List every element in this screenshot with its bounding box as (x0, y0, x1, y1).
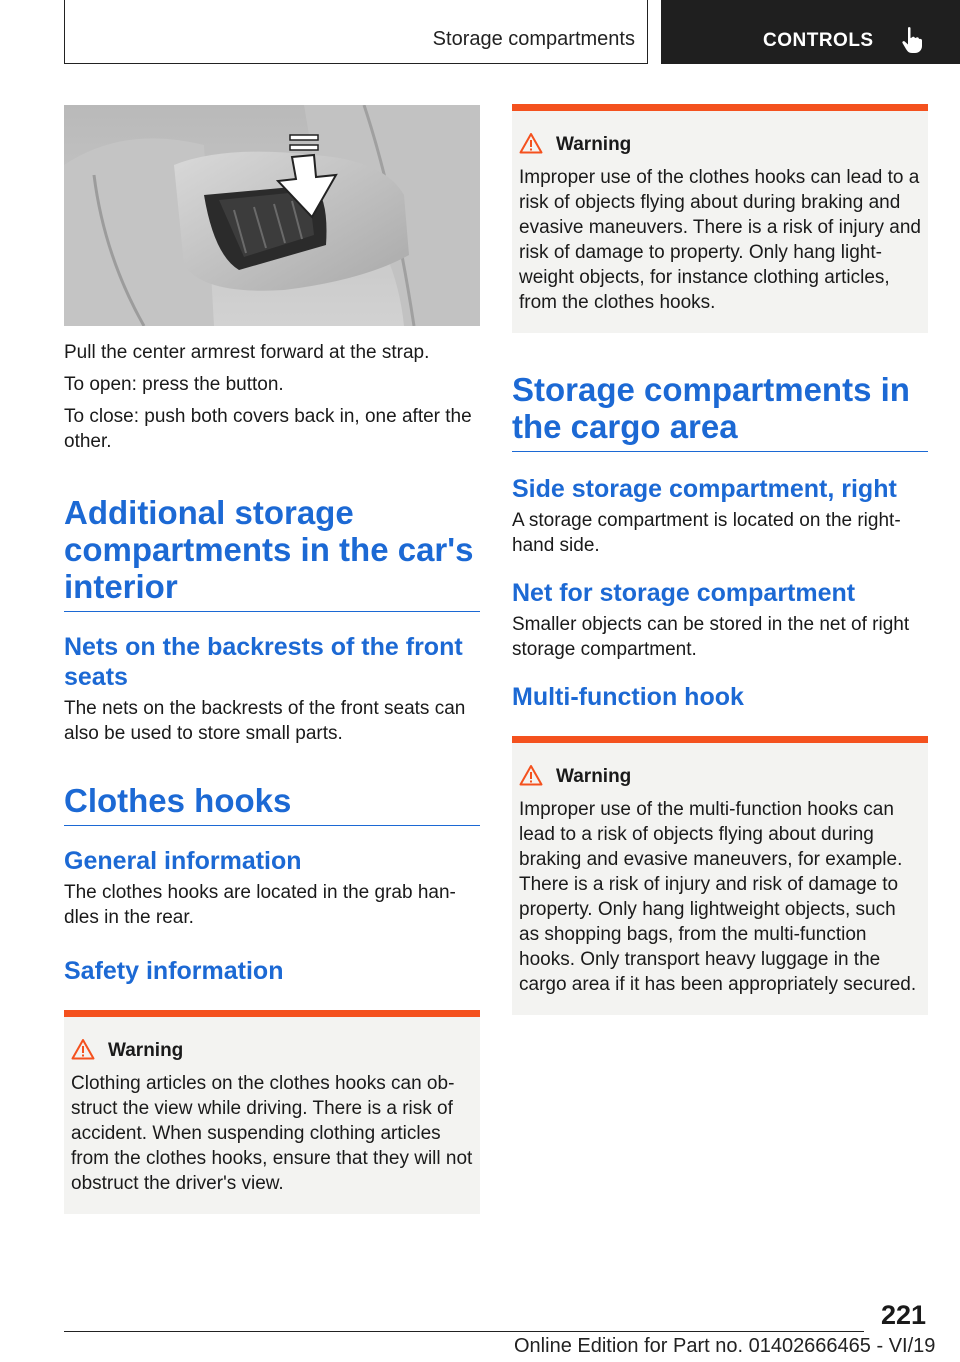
warning-title: Warning (556, 134, 632, 155)
warning-text: Improper use of the multi-function hooks can lead to a risk of objects flying about during braking and evasive maneuvers, for example. There is a risk of injury and risk of damage to property. Only hang lightweight objects, such as shopping bags, from the multi-function hooks. Only transport heavy luggage in the cargo area if it has been appropriately secured. (519, 799, 917, 995)
heading-safety-information: Safety information (64, 957, 284, 985)
heading-multi-function-hook: Multi-function hook (512, 683, 744, 711)
warning-triangle-icon (519, 132, 543, 159)
chapter-tab (661, 0, 960, 64)
armrest-photo (64, 105, 480, 326)
warning-box-clothes-hooks (512, 104, 928, 333)
side-storage-paragraph: A storage compartment is located on the right-hand side. (512, 510, 901, 556)
page-number: 221 (880, 1300, 926, 1330)
running-header (64, 0, 648, 64)
warning-triangle-icon (71, 1038, 95, 1065)
right-column (512, 104, 928, 1015)
armrest-instruction-3: To close: push both covers back in, one after the other. (64, 406, 472, 452)
footer-rule (64, 1331, 864, 1332)
warning-text: Improper use of the clothes hooks can lead to a risk of objects flying about during braking and evasive maneuvers. There is a risk of injury and risk of damage to property. Only hang lightweight objects, for instance clothing articles, from the clothes hooks. (519, 167, 921, 313)
chapter-tab-label: CONTROLS (763, 30, 874, 51)
heading-nets-backrests: Nets on the backrests of the front seats (64, 633, 463, 691)
heading-cargo-area: Storage compartments in the cargo area (512, 371, 928, 452)
armrest-instruction-2: To open: press the button. (64, 374, 284, 395)
nets-paragraph: The nets on the backrests of the front seats can also be used to store small parts. (64, 698, 466, 744)
warning-title: Warning (108, 1040, 184, 1061)
warning-text: Clothing articles on the clothes hooks can obstruct the view while driving. There is a risk of accident. When suspending clothing articles from the clothes hooks, ensure that they will not obstruct the driver's view. (71, 1073, 473, 1194)
net-storage-paragraph: Smaller objects can be stored in the net of right storage compartment. (512, 614, 910, 660)
heading-clothes-hooks: Clothes hooks (64, 782, 480, 826)
general-paragraph: The clothes hooks are located in the grab handles in the rear. (64, 882, 456, 928)
left-column (64, 105, 480, 1214)
section-title: Storage compartments (432, 28, 635, 50)
armrest-instruction-1: Pull the center armrest forward at the strap. (64, 342, 430, 363)
warning-triangle-icon (519, 764, 543, 791)
warning-box-clothes-view (64, 1010, 480, 1214)
heading-additional-storage: Additional storage compartments in the car's interior (64, 494, 480, 612)
pointing-hand-icon (901, 26, 923, 59)
warning-box-multi-function-hook (512, 736, 928, 1015)
heading-general-information: General information (64, 847, 302, 875)
edition-note: Online Edition for Part no. 01402666465 - VI/19 (514, 1335, 936, 1357)
heading-net-storage: Net for storage compartment (512, 579, 856, 607)
heading-side-storage: Side storage compartment, right (512, 475, 897, 503)
warning-title: Warning (556, 766, 632, 787)
